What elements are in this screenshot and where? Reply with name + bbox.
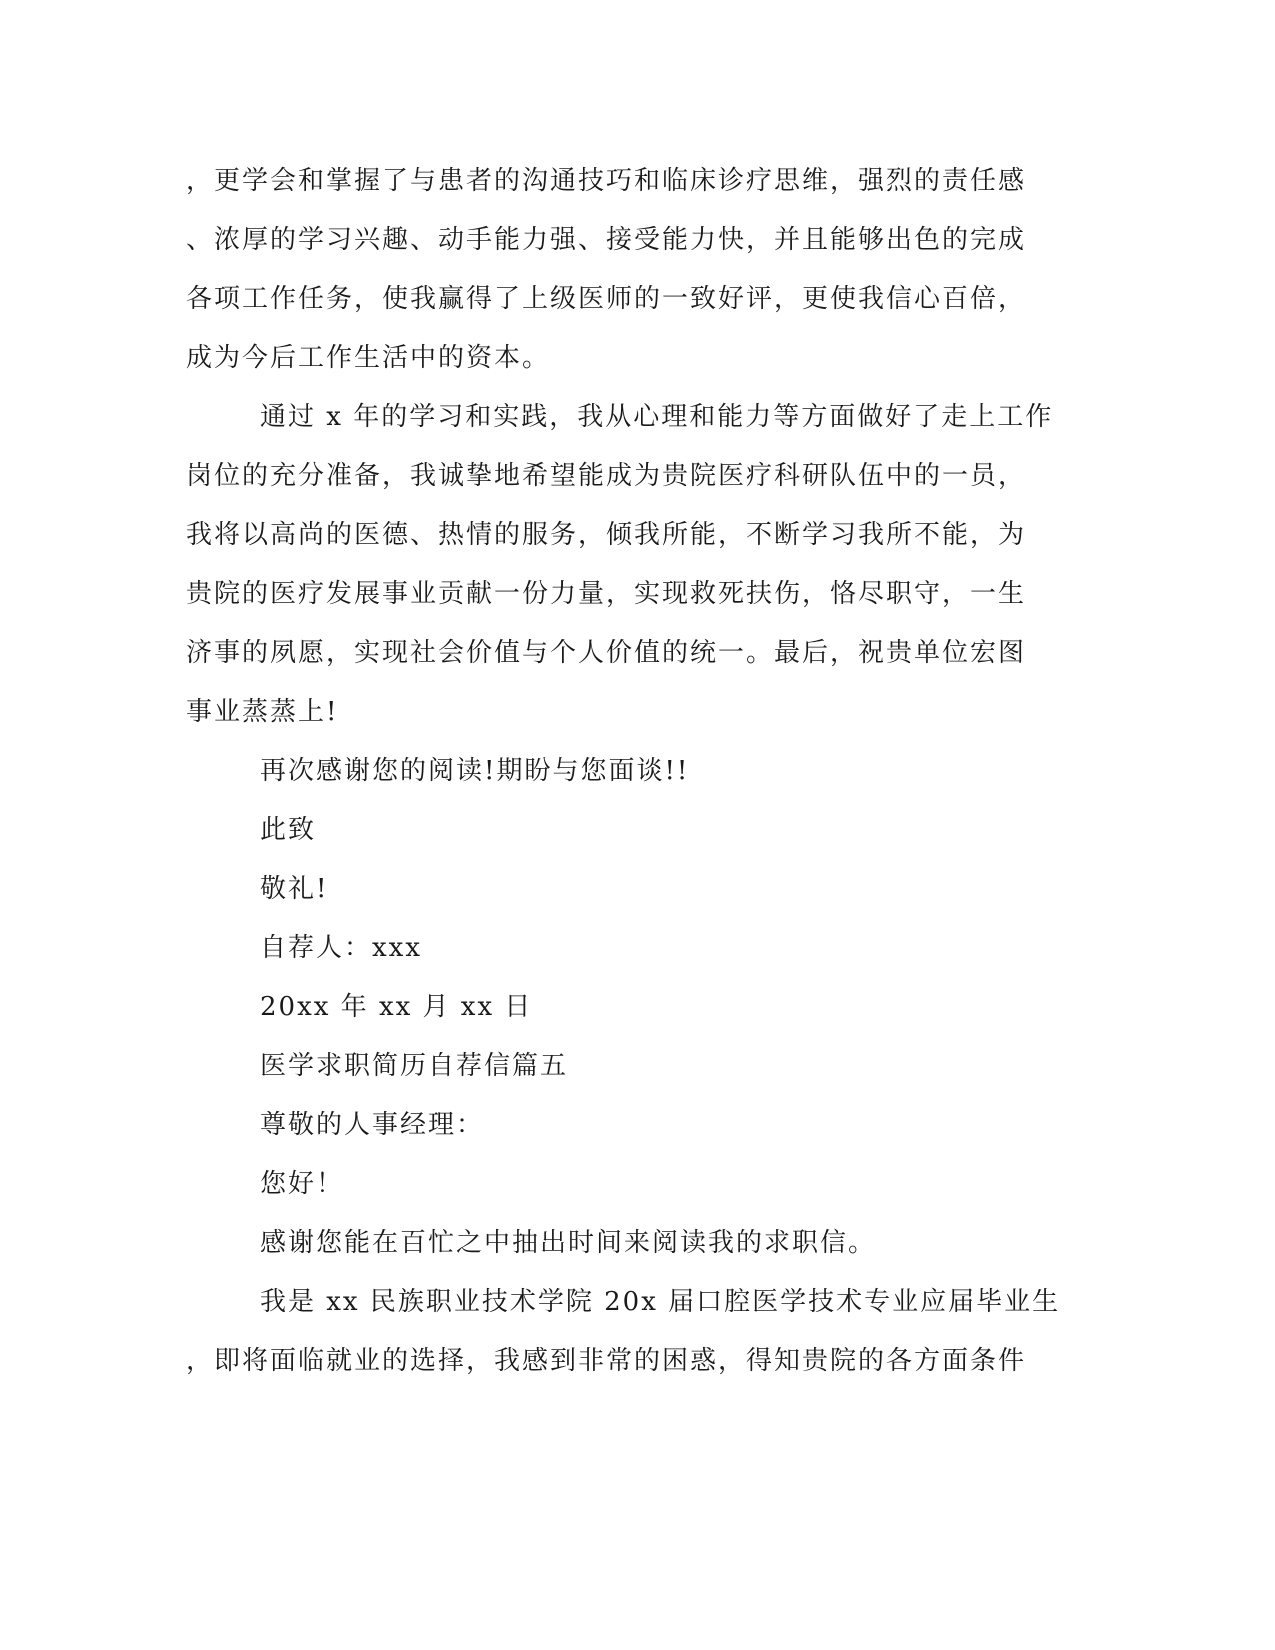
letter-2-greeting: 尊敬的人事经理： xyxy=(260,1110,485,1140)
paragraph-2-line-3: 我将以高尚的医德、热情的服务，倾我所能，不断学习我所不能，为 xyxy=(186,520,1027,550)
paragraph-2-line-5: 济事的夙愿，实现社会价值与个人价值的统一。最后，祝贵单位宏图 xyxy=(186,638,1027,668)
paragraph-2-line-6: 事业蒸蒸上! xyxy=(186,697,339,727)
paragraph-2-line-2: 岗位的充分准备，我诚挚地希望能成为贵院医疗科研队伍中的一员， xyxy=(186,461,1027,491)
paragraph-2-line-4: 贵院的医疗发展事业贡献一份力量，实现救死扶伤，恪尽职守，一生 xyxy=(186,579,1027,609)
signer: 自荐人：xxx xyxy=(260,933,422,963)
closing-thanks: 再次感谢您的阅读!期盼与您面谈!! xyxy=(260,756,690,786)
paragraph-1-line-1: ，更学会和掌握了与患者的沟通技巧和临床诊疗思维，强烈的责任感 xyxy=(186,166,1027,196)
paragraph-1-line-3: 各项工作任务，使我赢得了上级医师的一致好评，更使我信心百倍， xyxy=(186,284,1027,314)
date: 20xx 年 xx 月 xx 日 xyxy=(260,992,533,1022)
letter-2-intro: 感谢您能在百忙之中抽出时间来阅读我的求职信。 xyxy=(260,1228,877,1258)
paragraph-1-line-2: 、浓厚的学习兴趣、动手能力强、接受能力快，并且能够出色的完成 xyxy=(186,225,1027,255)
section-title: 医学求职简历自荐信篇五 xyxy=(260,1051,569,1081)
letter-2-paragraph-line-1: 我是 xx 民族职业技术学院 20x 届口腔医学技术专业应届毕业生 xyxy=(260,1287,1061,1317)
closing-salutation-2: 敬礼! xyxy=(260,874,329,904)
letter-2-paragraph-line-2: ，即将面临就业的选择，我感到非常的困惑，得知贵院的各方面条件 xyxy=(186,1346,1027,1376)
closing-salutation-1: 此致 xyxy=(260,815,317,845)
letter-2-hello: 您好！ xyxy=(260,1169,345,1199)
paragraph-1-line-4: 成为今后工作生活中的资本。 xyxy=(186,343,551,373)
paragraph-2-line-1: 通过 x 年的学习和实践，我从心理和能力等方面做好了走上工作 xyxy=(260,402,1054,432)
